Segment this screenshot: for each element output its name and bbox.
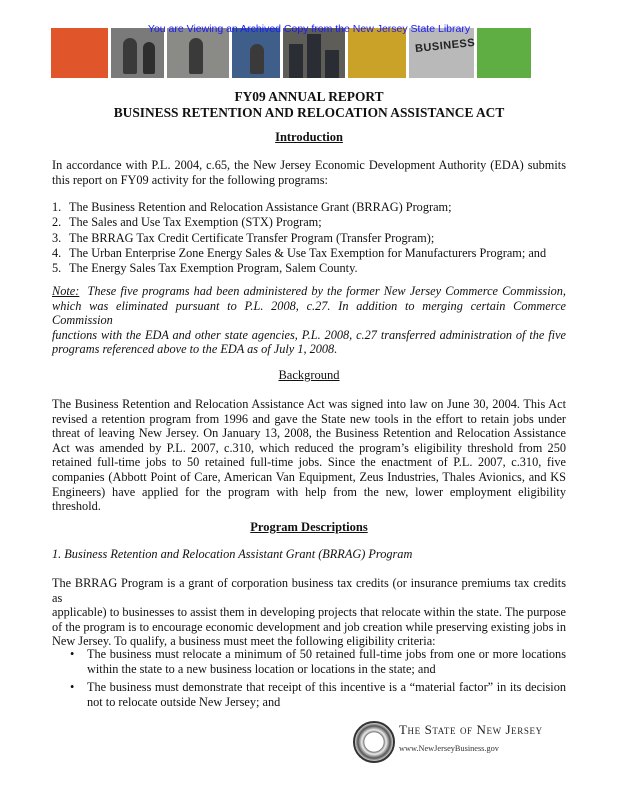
paragraph-line: retained full-time jobs to 50 retained full-time jobs. Since the enactment of P.L. 2007, c.310, five bbox=[52, 455, 566, 470]
banner-tile-newspaper-photo bbox=[409, 28, 474, 78]
state-seal-icon bbox=[353, 721, 395, 763]
header-banner bbox=[51, 28, 531, 78]
building-icon bbox=[325, 50, 339, 78]
building-icon bbox=[307, 34, 321, 78]
footer-logo bbox=[351, 718, 543, 763]
eligibility-criteria-list bbox=[70, 647, 566, 713]
paragraph-line: applicable) to businesses to assist them in developing projects that relocate within the state. The purpose bbox=[52, 605, 566, 620]
paragraph-line: this report on FY09 activity for the following programs: bbox=[52, 172, 328, 187]
bullet-icon: • bbox=[70, 647, 75, 661]
list-item: 3. The BRRAG Tax Credit Certificate Transfer Program (Transfer Program); bbox=[52, 230, 435, 245]
list-item: 1. The Business Retention and Relocation Assistance Grant (BRRAG) Program; bbox=[52, 200, 452, 214]
person-figure-icon bbox=[250, 44, 264, 74]
brrag-subheading: 1. Business Retention and Relocation Assistant Grant (BRRAG) Program bbox=[52, 547, 413, 561]
paragraph-line: companies (Abbott Point of Care, American Van Equipment, Zeus Industries, Thales Avionics, and KS bbox=[52, 469, 566, 484]
banner-tile-orange bbox=[51, 28, 108, 78]
worker-figure-icon bbox=[123, 38, 137, 74]
note-label: Note: bbox=[52, 284, 80, 298]
note-line: programs referenced above to the EDA as of July 1, 2008. bbox=[52, 342, 338, 357]
paragraph-line: of the program is to encourage economic development and job creation while preserving existing jobs in bbox=[52, 619, 566, 634]
paragraph-line: The BRRAG Program is a grant of corporation business tax credits (or insurance premiums tax credits as bbox=[52, 576, 566, 605]
note-line: which was eliminated pursuant to P.L. 2008, c.27. In addition to merging certain Commerce Commission bbox=[52, 298, 566, 328]
worker-figure-icon bbox=[143, 42, 155, 74]
introduction-paragraph bbox=[52, 158, 566, 187]
list-item: • The business must relocate a minimum of 50 retained full-time jobs from one or more locations within the state to a new business location or locations in the state; and bbox=[70, 647, 566, 676]
list-item: 5. The Energy Sales Tax Exemption Program, Salem County. bbox=[52, 261, 358, 276]
list-item: • The business must demonstrate that receipt of this incentive is a “material factor” in its decision not to relocate outside New Jersey; and bbox=[70, 680, 566, 709]
list-item: 2. The Sales and Use Tax Exemption (STX) Program; bbox=[52, 215, 322, 230]
report-title: FY09 ANNUAL REPORT bbox=[234, 89, 384, 104]
paragraph-line: revised a retention program from 1996 and gave the State new tools in the effort to retain jobs under bbox=[52, 411, 566, 426]
background-paragraph bbox=[52, 397, 566, 514]
footer-url: www.NewJerseyBusiness.gov bbox=[399, 744, 499, 753]
banner-tile-industry-photo bbox=[167, 28, 229, 78]
banner-tile-green bbox=[477, 28, 531, 78]
background-heading: Background bbox=[278, 368, 340, 382]
person-figure-icon bbox=[189, 38, 203, 74]
banner-business-text: BUSINESS bbox=[414, 36, 476, 56]
banner-tile-workers-photo bbox=[111, 28, 164, 78]
introduction-heading: Introduction bbox=[275, 130, 343, 144]
bullet-icon: • bbox=[70, 680, 75, 695]
state-name: The State of New Jersey bbox=[399, 722, 543, 737]
paragraph-line: The Business Retention and Relocation Assistance Act was signed into law on June 30, 2004. This Act bbox=[52, 397, 566, 411]
paragraph-line: Engineers) have applied for the program with help from the new, lower employment eligibility threshold. bbox=[52, 484, 566, 514]
paragraph-line: New Jersey. To qualify, a business must meet the following eligibility criteria: bbox=[52, 634, 436, 649]
banner-tile-gold bbox=[348, 28, 406, 78]
note-line: Note: These five programs had been administered by the former New Jersey Commerce Commission, bbox=[52, 284, 566, 298]
program-list bbox=[52, 200, 566, 276]
note-paragraph bbox=[52, 284, 566, 357]
list-item: 4. The Urban Enterprise Zone Energy Sales & Use Tax Exemption for Manufacturers Program; and bbox=[52, 245, 547, 260]
building-icon bbox=[289, 44, 303, 78]
archive-notice: You are Viewing an Archived Copy from the New Jersey State Library bbox=[147, 23, 471, 35]
program-descriptions-heading: Program Descriptions bbox=[250, 520, 368, 534]
report-subtitle: BUSINESS RETENTION AND RELOCATION ASSISTANCE ACT bbox=[113, 105, 505, 120]
note-line: functions with the EDA and other state agencies, P.L. 2008, c.27 transferred administration of the five bbox=[52, 327, 566, 342]
paragraph-line: Act was amended by P.L. 2007, c.310, which reduced the program’s eligibility threshold from 250 bbox=[52, 440, 566, 455]
banner-tile-city-photo bbox=[283, 28, 345, 78]
brrag-paragraph bbox=[52, 576, 566, 649]
paragraph-line: threat of leaving New Jersey. On January 13, 2008, the Business Retention and Relocation Assistance bbox=[52, 426, 566, 441]
banner-tile-sky-photo bbox=[232, 28, 280, 78]
paragraph-line: In accordance with P.L. 2004, c.65, the New Jersey Economic Development Authority (EDA) submits bbox=[52, 158, 566, 172]
